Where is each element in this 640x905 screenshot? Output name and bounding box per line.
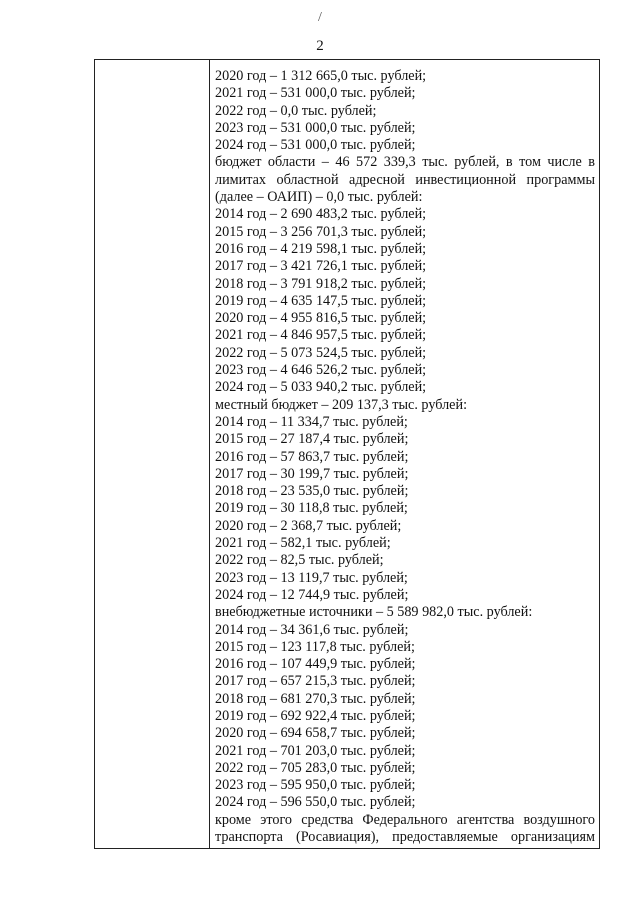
text-line: 2014 год – 2 690 483,2 тыс. рублей; bbox=[215, 206, 427, 223]
text-line: 2019 год – 4 635 147,5 тыс. рублей; bbox=[215, 292, 427, 309]
text-line: 2017 год – 3 421 726,1 тыс. рублей; bbox=[215, 258, 427, 275]
text-line: кроме этого средства Федерального агентства воздушного bbox=[215, 811, 595, 828]
text-line: внебюджетные источники – 5 589 982,0 тыс. рублей: bbox=[215, 604, 533, 621]
text-line: 2016 год – 107 449,9 тыс. рублей; bbox=[215, 656, 416, 673]
text-line: 2023 год – 13 119,7 тыс. рублей; bbox=[215, 569, 408, 586]
text-line: 2017 год – 30 199,7 тыс. рублей; bbox=[215, 465, 409, 482]
text-line: 2014 год – 11 334,7 тыс. рублей; bbox=[215, 413, 408, 430]
text-line: 2024 год – 5 033 940,2 тыс. рублей; bbox=[215, 379, 427, 396]
text-line: 2018 год – 681 270,3 тыс. рублей; bbox=[215, 690, 416, 707]
text-line: 2017 год – 657 215,3 тыс. рублей; bbox=[215, 673, 416, 690]
text-line: 2022 год – 705 283,0 тыс. рублей; bbox=[215, 759, 416, 776]
text-line: 2021 год – 701 203,0 тыс. рублей; bbox=[215, 742, 416, 759]
text-line: 2016 год – 57 863,7 тыс. рублей; bbox=[215, 448, 409, 465]
text-line: (далее – ОАИП) – 0,0 тыс. рублей: bbox=[215, 189, 423, 206]
text-line: 2015 год – 123 117,8 тыс. рублей; bbox=[215, 638, 415, 655]
text-line: 2018 год – 3 791 918,2 тыс. рублей; bbox=[215, 275, 427, 292]
text-line: 2021 год – 4 846 957,5 тыс. рублей; bbox=[215, 327, 427, 344]
text-line: 2022 год – 5 073 524,5 тыс. рублей; bbox=[215, 344, 427, 361]
text-line: 2014 год – 34 361,6 тыс. рублей; bbox=[215, 621, 409, 638]
text-line: 2021 год – 582,1 тыс. рублей; bbox=[215, 535, 391, 552]
text-line: 2022 год – 0,0 тыс. рублей; bbox=[215, 102, 377, 119]
text-line: 2024 год – 531 000,0 тыс. рублей; bbox=[215, 137, 416, 154]
text-line: местный бюджет – 209 137,3 тыс. рублей: bbox=[215, 396, 468, 413]
text-line: 2023 год – 531 000,0 тыс. рублей; bbox=[215, 119, 416, 136]
text-line: 2015 год – 3 256 701,3 тыс. рублей; bbox=[215, 223, 427, 240]
text-line: лимитах областной адресной инвестиционной программы bbox=[215, 171, 595, 188]
text-line: 2019 год – 30 118,8 тыс. рублей; bbox=[215, 500, 408, 517]
page-number: 2 bbox=[316, 38, 324, 54]
text-line: 2020 год – 2 368,7 тыс. рублей; bbox=[215, 517, 402, 534]
text-line: 2023 год – 595 950,0 тыс. рублей; bbox=[215, 777, 416, 794]
text-line: 2016 год – 4 219 598,1 тыс. рублей; bbox=[215, 240, 427, 257]
text-line: 2021 год – 531 000,0 тыс. рублей; bbox=[215, 85, 416, 102]
passport-table bbox=[94, 59, 600, 849]
text-line: 2018 год – 23 535,0 тыс. рублей; bbox=[215, 483, 409, 500]
text-line: 2022 год – 82,5 тыс. рублей; bbox=[215, 552, 384, 569]
text-line: 2020 год – 1 312 665,0 тыс. рублей; bbox=[215, 68, 427, 84]
text-line: транспорта (Росавиация), предоставляемые организациям bbox=[215, 829, 595, 846]
table-content-cell bbox=[210, 60, 599, 848]
text-line: 2020 год – 4 955 816,5 тыс. рублей; bbox=[215, 310, 427, 327]
text-line: 2019 год – 692 922,4 тыс. рублей; bbox=[215, 707, 416, 724]
text-line: 2020 год – 694 658,7 тыс. рублей; bbox=[215, 725, 416, 742]
text-line: 2024 год – 596 550,0 тыс. рублей; bbox=[215, 794, 416, 811]
text-line: 2024 год – 12 744,9 тыс. рублей; bbox=[215, 586, 409, 603]
text-line: бюджет области – 46 572 339,3 тыс. рублей, в том числе в bbox=[215, 154, 595, 171]
table-label-cell bbox=[95, 60, 210, 848]
text-line: 2015 год – 27 187,4 тыс. рублей; bbox=[215, 431, 409, 448]
text-line: 2023 год – 4 646 526,2 тыс. рублей; bbox=[215, 362, 427, 379]
scan-mark: / bbox=[318, 10, 322, 25]
